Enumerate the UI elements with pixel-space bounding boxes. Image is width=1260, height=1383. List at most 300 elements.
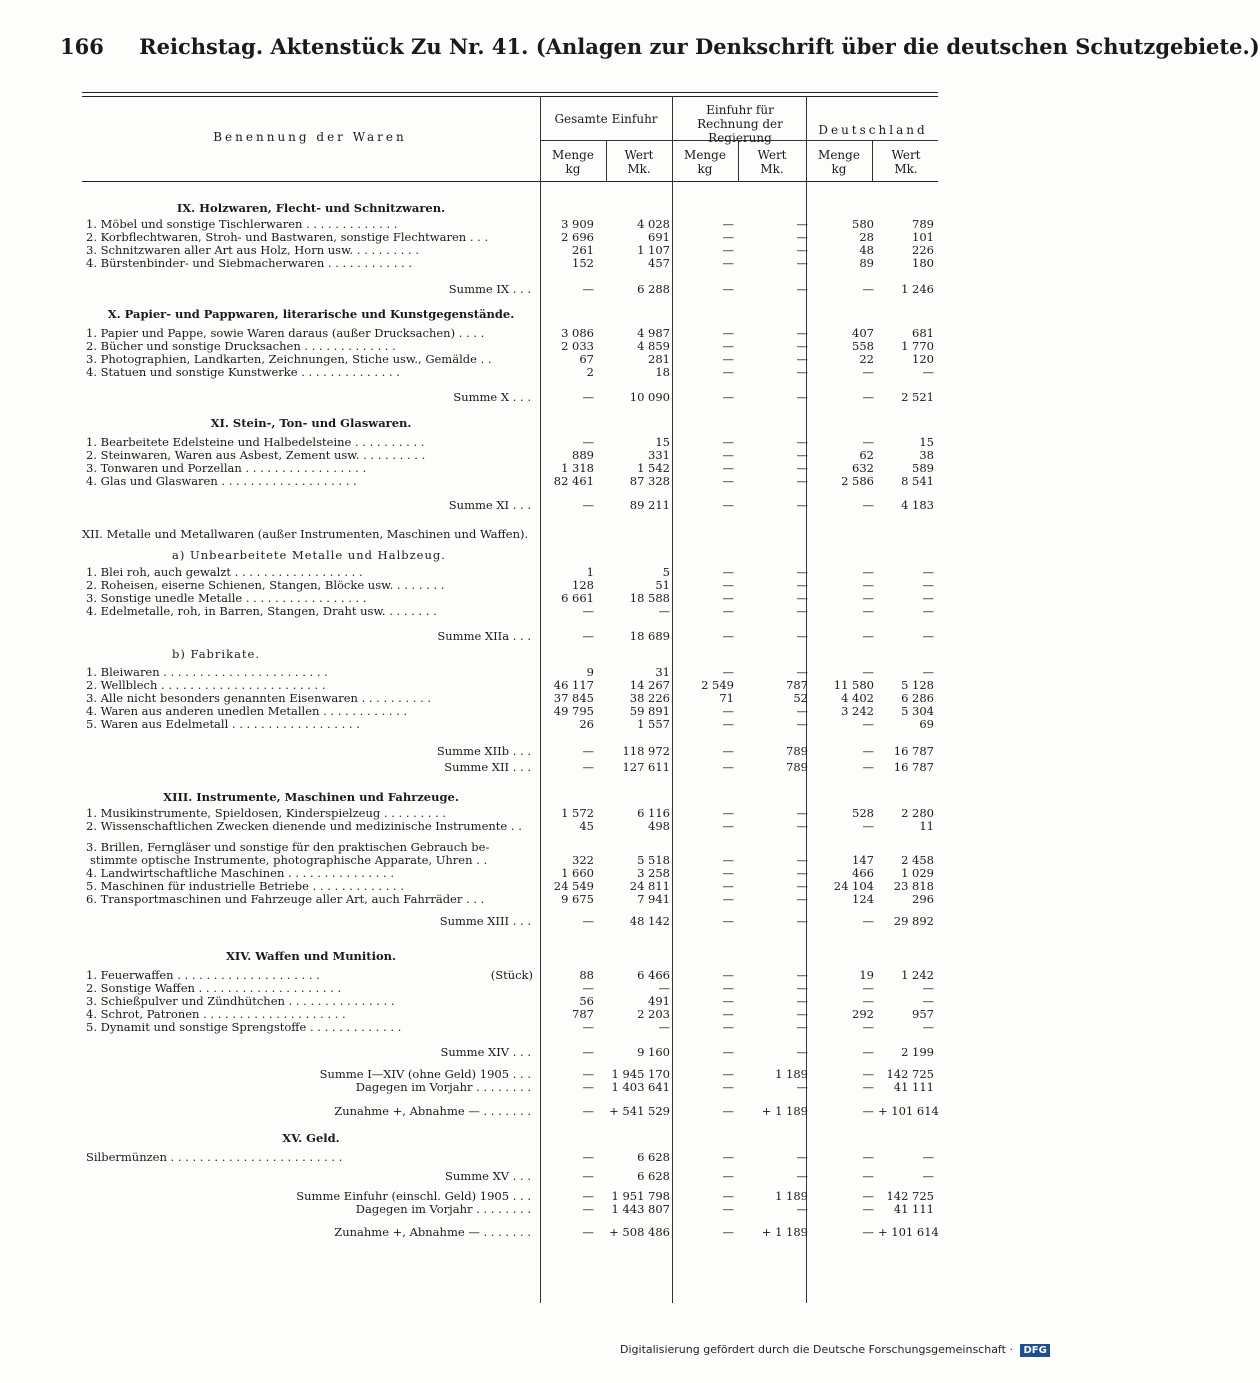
- table-cell: 7 941: [637, 892, 670, 906]
- row-label: 3. Schießpulver und Zündhütchen . . . . . . . . . . . . . . .: [86, 994, 395, 1008]
- table-cell: —: [722, 565, 734, 579]
- table-cell: —: [862, 1202, 874, 1216]
- table-cell: —: [582, 1169, 594, 1183]
- row-label: 5. Maschinen für industrielle Betriebe . . . . . . . . . . . . .: [86, 879, 405, 893]
- page-header: [60, 34, 1260, 59]
- sum-row: [82, 915, 938, 928]
- table-cell: 2 458: [901, 853, 934, 867]
- table-cell: —: [582, 1225, 594, 1239]
- table-cell: 45: [579, 819, 594, 833]
- row-label: a) Unbearbeitete Metalle und Halbzeug.: [172, 548, 446, 562]
- table-cell: —: [796, 853, 808, 867]
- table-cell: —: [796, 461, 808, 475]
- table-cell: 5 518: [637, 853, 670, 867]
- table-cell: 589: [912, 461, 934, 475]
- table-cell: —: [722, 1045, 734, 1059]
- table-cell: —: [796, 1202, 808, 1216]
- table-cell: —: [722, 1150, 734, 1164]
- row-label: 3. Sonstige unedle Metalle . . . . . . . . . . . . . . . . .: [86, 591, 367, 605]
- table-cell: 2: [586, 365, 594, 379]
- table-cell: 124: [852, 892, 874, 906]
- table-cell: —: [796, 1169, 808, 1183]
- table-cell: —: [582, 1045, 594, 1059]
- row-label: Summe XI . . .: [448, 498, 531, 512]
- table-cell: 6 466: [637, 968, 670, 982]
- table-cell: —: [922, 565, 934, 579]
- table-cell: —: [796, 565, 808, 579]
- table-cell: —: [922, 1169, 934, 1183]
- table-cell: 5: [662, 565, 670, 579]
- running-title: Reichstag. Aktenstück Zu Nr. 41. (Anlagen zur Denkschrift über die deutschen Schutzgebiete.): [139, 34, 1260, 59]
- table-cell: —: [862, 1225, 874, 1239]
- table-cell: 18: [655, 365, 670, 379]
- table-cell: —: [582, 1067, 594, 1081]
- table-cell: 3 258: [637, 866, 670, 880]
- table-cell: 957: [912, 1007, 934, 1021]
- table-cell: 6 661: [561, 591, 594, 605]
- table-cell: 152: [572, 256, 594, 270]
- section-heading-row: [82, 950, 938, 963]
- table-cell: 4 402: [841, 691, 874, 705]
- table-cell: —: [796, 230, 808, 244]
- table-cell: 3 242: [841, 704, 874, 718]
- row-label: XI. Stein-, Ton- und Glaswaren.: [210, 416, 412, 430]
- table-cell: —: [582, 435, 594, 449]
- table-cell: —: [796, 879, 808, 893]
- table-cell: 82 461: [553, 474, 594, 488]
- table-cell: + 1 189: [761, 1225, 808, 1239]
- row-label: 4. Landwirtschaftliche Maschinen . . . . . . . . . . . . . . .: [86, 866, 395, 880]
- table-cell: —: [582, 604, 594, 618]
- table-cell: 2 696: [561, 230, 594, 244]
- table-cell: 24 549: [553, 879, 594, 893]
- table-cell: —: [722, 339, 734, 353]
- table-cell: —: [796, 1080, 808, 1094]
- table-cell: —: [582, 914, 594, 928]
- table-cell: —: [796, 282, 808, 296]
- table-cell: —: [862, 665, 874, 679]
- section-heading-row: [82, 1132, 938, 1145]
- table-cell: 2 280: [901, 806, 934, 820]
- table-cell: 2 521: [901, 390, 934, 404]
- table-cell: 789: [786, 744, 808, 758]
- row-label: 4. Glas und Glaswaren . . . . . . . . . . . . . . . . . . .: [86, 474, 357, 488]
- table-cell: 787: [572, 1007, 594, 1021]
- table-row: [82, 475, 938, 488]
- row-label: X. Papier- und Pappwaren, literarische und Kunstgegenstände.: [107, 307, 515, 321]
- table-cell: 691: [648, 230, 670, 244]
- row-label: Zunahme +, Abnahme — . . . . . . .: [334, 1104, 531, 1118]
- row-label: 4. Schrot, Patronen . . . . . . . . . . . . . . . . . . . .: [86, 1007, 346, 1021]
- row-label: IX. Holzwaren, Flecht- und Schnitzwaren.: [176, 201, 446, 215]
- table-cell: —: [796, 365, 808, 379]
- table-cell: —: [796, 326, 808, 340]
- table-cell: 889: [572, 448, 594, 462]
- table-cell: —: [796, 448, 808, 462]
- table-cell: —: [582, 1020, 594, 1034]
- table-cell: —: [862, 390, 874, 404]
- table-cell: 5 128: [901, 678, 934, 692]
- table-cell: —: [722, 819, 734, 833]
- column-separator: [606, 140, 607, 181]
- row-label: XIII. Instrumente, Maschinen und Fahrzeuge.: [163, 790, 459, 804]
- table-cell: —: [796, 243, 808, 257]
- table-cell: —: [722, 704, 734, 718]
- table-cell: —: [862, 981, 874, 995]
- table-cell: 23 818: [893, 879, 934, 893]
- table-cell: 38: [919, 448, 934, 462]
- table-row: [82, 718, 938, 731]
- table-cell: 1 189: [775, 1067, 808, 1081]
- table-cell: 1 557: [637, 717, 670, 731]
- table-cell: 2 203: [637, 1007, 670, 1021]
- table-cell: 292: [852, 1007, 874, 1021]
- table-cell: 1 951 798: [611, 1189, 670, 1203]
- government-import-header: Einfuhr für Rechnung der Regierung: [697, 103, 783, 145]
- table-cell: 49 795: [553, 704, 594, 718]
- table-cell: —: [796, 1045, 808, 1059]
- table-cell: —: [722, 1007, 734, 1021]
- table-cell: —: [796, 866, 808, 880]
- goods-column-header: Benennung der Waren: [213, 130, 407, 144]
- table-cell: 331: [648, 448, 670, 462]
- table-cell: —: [722, 1189, 734, 1203]
- row-label: 2. Korbflechtwaren, Stroh- und Bastwaren, sonstige Flechtwaren . . .: [86, 230, 489, 244]
- table-cell: 6 628: [637, 1169, 670, 1183]
- table-cell: 4 987: [637, 326, 670, 340]
- table-cell: —: [796, 1020, 808, 1034]
- table-cell: 142 725: [886, 1189, 934, 1203]
- table-cell: 787: [786, 678, 808, 692]
- table-cell: 14 267: [629, 678, 670, 692]
- table-cell: —: [796, 339, 808, 353]
- dfg-logo: DFG: [1020, 1344, 1049, 1357]
- table-cell: —: [658, 604, 670, 618]
- germany-header: Deutschland: [818, 123, 928, 137]
- table-cell: 2 199: [901, 1045, 934, 1059]
- row-label: 1. Blei roh, auch gewalzt . . . . . . . . . . . . . . . . . .: [86, 565, 363, 579]
- row-label: 1. Feuerwaffen . . . . . . . . . . . . . . . . . . . .: [86, 968, 320, 982]
- row-label: 1. Musikinstrumente, Spieldosen, Kinderspielzeug . . . . . . . . .: [86, 806, 447, 820]
- table-row: [82, 1151, 938, 1164]
- row-label: 4. Bürstenbinder- und Siebmacherwaren . . . . . . . . . . . .: [86, 256, 412, 270]
- table-cell: —: [922, 365, 934, 379]
- table-cell: —: [582, 760, 594, 774]
- table-cell: —: [582, 282, 594, 296]
- row-label: XIV. Waffen und Munition.: [225, 949, 396, 963]
- table-cell: 6 628: [637, 1150, 670, 1164]
- row-label: 5. Dynamit und sonstige Sprengstoffe . . . . . . . . . . . . .: [86, 1020, 402, 1034]
- table-cell: 10 090: [629, 390, 670, 404]
- row-label: stimmte optische Instrumente, photographische Apparate, Uhren . .: [90, 853, 488, 867]
- table-cell: 120: [912, 352, 934, 366]
- table-row: [82, 366, 938, 379]
- row-label: Summe IX . . .: [448, 282, 531, 296]
- table-cell: —: [722, 629, 734, 643]
- wert-header: Wert Mk.: [757, 148, 787, 176]
- row-label: Summe I—XIV (ohne Geld) 1905 . . .: [319, 1067, 531, 1081]
- table-cell: 46 117: [553, 678, 594, 692]
- table-cell: —: [722, 1169, 734, 1183]
- table-cell: 9: [586, 665, 594, 679]
- subsection-heading-row: [82, 648, 938, 661]
- row-label: XII. Metalle und Metallwaren (außer Instrumenten, Maschinen und Waffen).: [82, 527, 529, 541]
- table-cell: —: [722, 352, 734, 366]
- row-label: XV. Geld.: [282, 1131, 340, 1145]
- table-cell: —: [658, 1020, 670, 1034]
- table-cell: —: [862, 578, 874, 592]
- unit-label: (Stück): [490, 968, 533, 982]
- wert-header: Wert Mk.: [891, 148, 921, 176]
- section-heading-row: [82, 791, 938, 804]
- row-label: Summe XII . . .: [444, 760, 531, 774]
- table-cell: 88: [579, 968, 594, 982]
- header-rule-inner: [82, 96, 938, 97]
- table-cell: 4 859: [637, 339, 670, 353]
- table-cell: —: [796, 892, 808, 906]
- table-cell: 69: [919, 717, 934, 731]
- table-cell: —: [582, 629, 594, 643]
- table-cell: —: [796, 604, 808, 618]
- table-cell: 1 029: [901, 866, 934, 880]
- column-separator: [738, 140, 739, 181]
- table-cell: 2 586: [841, 474, 874, 488]
- table-cell: —: [796, 578, 808, 592]
- table-cell: 16 787: [893, 760, 934, 774]
- menge-header: Menge kg: [684, 148, 726, 176]
- table-cell: 1 572: [561, 806, 594, 820]
- table-cell: 41 111: [893, 1080, 934, 1094]
- table-cell: —: [722, 892, 734, 906]
- table-cell: + 101 614: [878, 1225, 939, 1239]
- table-cell: —: [862, 604, 874, 618]
- table-cell: 1 443 807: [611, 1202, 670, 1216]
- table-cell: 38 226: [629, 691, 670, 705]
- table-cell: —: [862, 1104, 874, 1118]
- table-cell: 9 160: [637, 1045, 670, 1059]
- table-cell: —: [722, 1225, 734, 1239]
- table-cell: —: [582, 1104, 594, 1118]
- table-cell: 5 304: [901, 704, 934, 718]
- wert-header: Wert Mk.: [624, 148, 654, 176]
- table-row: [82, 820, 938, 833]
- table-cell: —: [582, 981, 594, 995]
- menge-header: Menge kg: [552, 148, 594, 176]
- table-cell: 87 328: [629, 474, 670, 488]
- table-cell: 56: [579, 994, 594, 1008]
- table-cell: 1 945 170: [611, 1067, 670, 1081]
- row-label: 2. Wissenschaftlichen Zwecken dienende und medizinische Instrumente . .: [86, 819, 522, 833]
- table-cell: —: [658, 981, 670, 995]
- row-label: Zunahme +, Abnahme — . . . . . . .: [334, 1225, 531, 1239]
- table-cell: 52: [793, 691, 808, 705]
- table-cell: 16 787: [893, 744, 934, 758]
- table-cell: 18 588: [629, 591, 670, 605]
- table-cell: 127 611: [622, 760, 670, 774]
- table-cell: 457: [648, 256, 670, 270]
- table-cell: —: [722, 243, 734, 257]
- table-cell: 59 891: [629, 704, 670, 718]
- page-number: 166: [60, 34, 104, 59]
- table-cell: 6 288: [637, 282, 670, 296]
- table-cell: —: [722, 1104, 734, 1118]
- table-cell: —: [862, 760, 874, 774]
- table-cell: —: [796, 256, 808, 270]
- row-label: 1. Papier und Pappe, sowie Waren daraus (außer Drucksachen) . . . .: [86, 326, 485, 340]
- table-cell: —: [722, 390, 734, 404]
- table-row: [82, 1021, 938, 1034]
- table-cell: 19: [859, 968, 874, 982]
- table-cell: —: [922, 629, 934, 643]
- sum-row: [82, 1105, 938, 1118]
- table-cell: —: [862, 565, 874, 579]
- table-cell: 4 028: [637, 217, 670, 231]
- row-label: Dagegen im Vorjahr . . . . . . . .: [355, 1080, 531, 1094]
- table-cell: —: [796, 914, 808, 928]
- table-cell: —: [796, 390, 808, 404]
- row-label: Summe XIIa . . .: [437, 629, 531, 643]
- table-cell: —: [582, 498, 594, 512]
- table-cell: 118 972: [622, 744, 670, 758]
- table-cell: —: [796, 994, 808, 1008]
- table-cell: 1 246: [901, 282, 934, 296]
- table-cell: 789: [786, 760, 808, 774]
- table-cell: —: [796, 981, 808, 995]
- table-cell: 22: [859, 352, 874, 366]
- table-cell: —: [722, 994, 734, 1008]
- table-cell: —: [862, 591, 874, 605]
- table-cell: 1 189: [775, 1189, 808, 1203]
- table-cell: —: [722, 230, 734, 244]
- table-cell: 62: [859, 448, 874, 462]
- table-cell: —: [722, 282, 734, 296]
- table-cell: 147: [852, 853, 874, 867]
- table-cell: —: [796, 498, 808, 512]
- table-cell: —: [796, 1007, 808, 1021]
- row-label: 4. Statuen und sonstige Kunstwerke . . . . . . . . . . . . . .: [86, 365, 400, 379]
- table-cell: 9 675: [561, 892, 594, 906]
- table-row: [82, 257, 938, 270]
- table-cell: —: [722, 717, 734, 731]
- table-cell: 261: [572, 243, 594, 257]
- row-label: 2. Sonstige Waffen . . . . . . . . . . . . . . . . . . . .: [86, 981, 342, 995]
- table-cell: —: [796, 591, 808, 605]
- sum-row: [82, 1046, 938, 1059]
- row-label: 2. Wellblech . . . . . . . . . . . . . . . . . . . . . . .: [86, 678, 326, 692]
- table-cell: 180: [912, 256, 934, 270]
- table-cell: —: [722, 981, 734, 995]
- row-label: Summe XIII . . .: [439, 914, 531, 928]
- table-cell: —: [722, 1020, 734, 1034]
- table-cell: —: [796, 629, 808, 643]
- table-cell: —: [796, 665, 808, 679]
- table-cell: —: [722, 326, 734, 340]
- sum-row: [82, 499, 938, 512]
- table-cell: 2 549: [701, 678, 734, 692]
- row-label: 2. Roheisen, eiserne Schienen, Stangen, Blöcke usw. . . . . . . .: [86, 578, 445, 592]
- table-cell: 558: [852, 339, 874, 353]
- row-label: Dagegen im Vorjahr . . . . . . . .: [355, 1202, 531, 1216]
- table-cell: —: [862, 717, 874, 731]
- row-label: 2. Steinwaren, Waren aus Asbest, Zement usw. . . . . . . . . .: [86, 448, 426, 462]
- section-heading-row: [82, 528, 938, 541]
- table-cell: —: [862, 744, 874, 758]
- table-cell: 1 318: [561, 461, 594, 475]
- table-cell: 31: [655, 665, 670, 679]
- table-cell: —: [796, 217, 808, 231]
- sum-row: [82, 761, 938, 774]
- table-cell: 24 811: [629, 879, 670, 893]
- table-cell: —: [922, 1150, 934, 1164]
- section-heading-row: [82, 417, 938, 430]
- table-cell: —: [722, 217, 734, 231]
- table-cell: —: [722, 744, 734, 758]
- table-cell: 37 845: [553, 691, 594, 705]
- row-label: 3. Schnitzwaren aller Art aus Holz, Horn usw. . . . . . . . . .: [86, 243, 420, 257]
- table-cell: —: [862, 1150, 874, 1164]
- table-cell: 528: [852, 806, 874, 820]
- section-heading-row: [82, 202, 938, 215]
- table-cell: 322: [572, 853, 594, 867]
- table-cell: 51: [655, 578, 670, 592]
- table-cell: —: [862, 1189, 874, 1203]
- table-cell: 29 892: [893, 914, 934, 928]
- table-cell: 4 183: [901, 498, 934, 512]
- table-cell: —: [582, 1080, 594, 1094]
- table-cell: —: [722, 853, 734, 867]
- table-cell: + 101 614: [878, 1104, 939, 1118]
- table-cell: 6 286: [901, 691, 934, 705]
- table-cell: —: [722, 474, 734, 488]
- table-cell: —: [722, 591, 734, 605]
- table-row: [82, 605, 938, 618]
- row-label: Summe Einfuhr (einschl. Geld) 1905 . . .: [296, 1189, 531, 1203]
- sum-row: [82, 1226, 938, 1239]
- table-cell: —: [722, 448, 734, 462]
- table-cell: 632: [852, 461, 874, 475]
- table-cell: 15: [655, 435, 670, 449]
- table-cell: —: [796, 474, 808, 488]
- table-cell: 281: [648, 352, 670, 366]
- row-label: Summe X . . .: [453, 390, 531, 404]
- table-cell: —: [582, 390, 594, 404]
- table-cell: + 541 529: [609, 1104, 670, 1118]
- table-cell: + 1 189: [761, 1104, 808, 1118]
- table-cell: —: [922, 1020, 934, 1034]
- row-label: 1. Bleiwaren . . . . . . . . . . . . . . . . . . . . . . .: [86, 665, 328, 679]
- table-cell: 11: [919, 819, 934, 833]
- table-cell: —: [722, 866, 734, 880]
- row-label: Silbermünzen . . . . . . . . . . . . . . . . . . . . . . . .: [86, 1150, 343, 1164]
- table-cell: + 508 486: [609, 1225, 670, 1239]
- table-cell: 789: [912, 217, 934, 231]
- table-cell: 18 689: [629, 629, 670, 643]
- sum-row: [82, 630, 938, 643]
- table-cell: —: [722, 968, 734, 982]
- table-cell: —: [922, 665, 934, 679]
- table-cell: —: [722, 1080, 734, 1094]
- table-cell: —: [722, 1067, 734, 1081]
- table-cell: 71: [719, 691, 734, 705]
- row-label: 5. Waren aus Edelmetall . . . . . . . . . . . . . . . . . .: [86, 717, 360, 731]
- row-label: 3. Alle nicht besonders genannten Eisenwaren . . . . . . . . . .: [86, 691, 432, 705]
- table-cell: —: [722, 665, 734, 679]
- table-cell: 24 104: [833, 879, 874, 893]
- table-cell: —: [796, 704, 808, 718]
- table-cell: 67: [579, 352, 594, 366]
- sum-row: [82, 391, 938, 404]
- table-cell: —: [862, 1080, 874, 1094]
